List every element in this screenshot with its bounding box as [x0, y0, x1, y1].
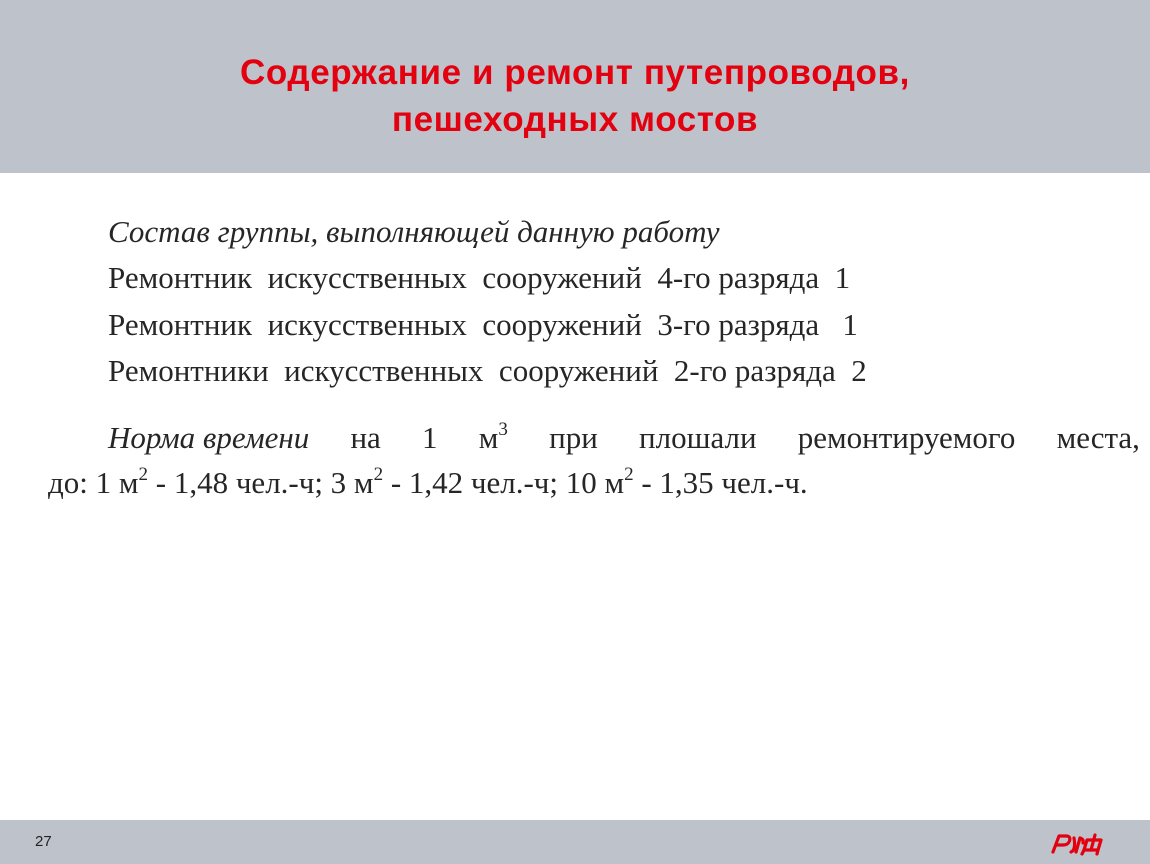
norm-text: - 1,35 чел.-ч. [633, 465, 808, 500]
norm-word: на [350, 420, 381, 455]
time-norm-label: Норма времени [108, 420, 310, 455]
norm-text: до: 1 м [48, 465, 139, 500]
time-norm-line-2 [48, 463, 808, 503]
norm-text: - 1,48 чел.-ч; 3 м [148, 465, 374, 500]
footer-band [0, 820, 1150, 864]
norm-superscript: 2 [624, 464, 634, 485]
worker-line: Ремонтник искусственных сооружений 4-го разряда 1 [108, 260, 851, 295]
norm-word: места, [1056, 420, 1140, 455]
norm-superscript: 2 [138, 464, 149, 485]
norm-word: при [549, 420, 598, 455]
group-heading: Состав группы, выполняющей данную работу [108, 214, 720, 249]
time-norm-line-1 [108, 418, 1140, 458]
norm-text: - 1,42 чел.-ч; 10 м [383, 465, 625, 500]
norm-unit-text: м [478, 420, 499, 455]
slide-title-line-1: Содержание и ремонт путепроводов, [240, 53, 910, 92]
norm-unit [479, 418, 508, 458]
norm-word: ремонтируемого [797, 420, 1016, 455]
norm-word: плошали [639, 420, 757, 455]
rzd-logo-icon [1050, 828, 1106, 856]
worker-line: Ремонтники искусственных сооружений 2-го разряда 2 [108, 353, 867, 388]
slide-title-line-2: пешеходных мостов [391, 100, 759, 139]
norm-word: 1 [422, 420, 438, 455]
norm-superscript: 3 [498, 419, 508, 440]
page-number: 27 [35, 833, 52, 850]
norm-superscript: 2 [373, 464, 384, 485]
worker-line: Ремонтник искусственных сооружений 3-го разряда 1 [108, 307, 858, 342]
